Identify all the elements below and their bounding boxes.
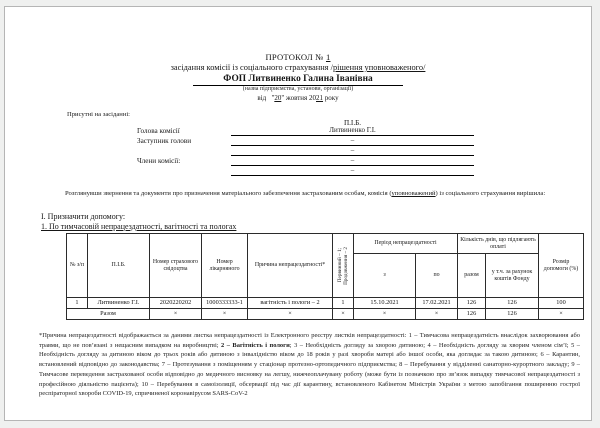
footnote-text: *Причина непрацездатності відображається за даними листка непрацездатності із Електронного реєстру листків непрацездатності: 1 – Тимчасова непрацездатність внаслідок захворювання або травми, що не пов’язані з нещасним випадком на виробництві; <box>39 332 580 349</box>
reason-footnote <box>39 331 580 399</box>
organization-name <box>5 74 591 86</box>
attendee-name-line: – <box>231 166 474 176</box>
col-group-period: Період непрацездатності <box>354 234 458 254</box>
resolution-text: Розглянувши звернення та документи про призначення матеріального забезпечення застрахованим особам, комісія ( <box>65 190 392 197</box>
protocol-date <box>5 94 591 102</box>
cell-period-from: 15.10.2021 <box>354 298 416 309</box>
total-cell: × <box>416 309 458 320</box>
total-cell: × <box>248 309 333 320</box>
benefits-table <box>66 233 584 320</box>
total-days-fund: 126 <box>486 309 539 320</box>
table-total-row <box>67 309 584 320</box>
attendee-role-label: Заступник голови <box>137 137 192 145</box>
cell-period-to: 17.02.2021 <box>416 298 458 309</box>
resolution-underlined: уповноважений <box>391 190 436 197</box>
col-header-days-fund: у т.ч. за рахунок коштів Фонду <box>486 254 539 298</box>
total-cell: × <box>539 309 584 320</box>
col-header-name: П.І.Б. <box>88 234 150 298</box>
cell-days-fund: 126 <box>486 298 539 309</box>
attendee-row-blank <box>137 146 577 156</box>
attendee-role-label: Голова комісії <box>137 127 180 135</box>
total-cell: × <box>202 309 248 320</box>
cell-primary: 1 <box>333 298 354 309</box>
date-year: 21 <box>316 94 324 102</box>
date-day: 20 <box>274 94 282 102</box>
protocol-title <box>5 52 591 62</box>
section-appoint-subtitle-text: 1. По тимчасовій непрацездатності, вагітності та пологах <box>41 222 237 231</box>
resolution-text: ) із соціального страхування вирішила: <box>435 190 546 197</box>
document-page <box>4 6 592 421</box>
cell-insurance-number: 2020220202 <box>150 298 202 309</box>
total-cell: × <box>354 309 416 320</box>
cell-reason: вагітність і пологи – 2 <box>248 298 333 309</box>
cell-benefit-size: 100 <box>539 298 584 309</box>
organization-caption: (назва підприємства, установи, організації) <box>242 86 354 92</box>
cell-num: 1 <box>67 298 88 309</box>
date-part: " жовтня 20 <box>281 94 317 102</box>
col-header-insurance-number: Номер страхового свідоцтва <box>150 234 202 298</box>
benefits-table-wrap <box>66 233 584 320</box>
table-row <box>67 298 584 309</box>
organization-name-text: ФОП Литвиненко Галина Іванівна <box>193 74 402 86</box>
attendee-name-line: – <box>231 156 474 166</box>
date-part: від " <box>257 94 275 102</box>
footnote-text: ; 3 – Необхідність догляду за хворою дитиною; 4 – Необхідність догляду за хворим членом сім’ї; 5 – Необхідність догляду за дитиною віком до трьох років або дитиною з інвалідністю віком до 18 років у разі хвороби матері або іншої особи, яка доглядає за такою дитиною; 6 – Карантин, встановлений відповідно до законодавства; 7 – Протезування з поміщенням у стаціонар протезно-ортопедичного підприємства; 8 – Перебування у відділенні санаторно-курортного закладу; 9 – Тимчасове переведення застрахованої особи відповідно до медичного висновку на легшу, нижчеоплачувану роботу (може бути із позначкою про зв’язок випадку тимчасової непрацездатності з професійною діяльністю пацієнта); 10 – Перебування в самоізоляції, обсервації під час дії карантину, встановленого Кабінетом Міністрів України з метою запобігання поширенню гострої респіраторної хвороби COVID-19, спричиненої коронавірусом SARS-CoV-2 <box>39 341 580 398</box>
total-cell: × <box>333 309 354 320</box>
protocol-title-text: ПРОТОКОЛ № <box>265 52 326 62</box>
section-appoint-subtitle <box>41 222 236 231</box>
protocol-number: 1 <box>325 52 331 62</box>
col-group-days: Кількість днів, що підлягають оплаті <box>458 234 539 254</box>
col-header-primary-continuation <box>333 234 354 298</box>
protocol-subtitle-plain: засідання комісії із соціального страхування / <box>170 63 333 72</box>
date-part: року <box>323 94 339 102</box>
total-label: Разом <box>67 309 150 320</box>
vertical-text-continuation: Продовження – 2 <box>343 246 349 285</box>
resolution-paragraph <box>65 189 581 198</box>
attendee-role-label: Члени комісії: <box>137 157 181 165</box>
col-header-benefit-size: Розмір допомоги (%) <box>539 234 584 298</box>
col-header-reason: Причина непрацездатності* <box>248 234 333 298</box>
col-header-sick-note-number: Номер лікарняного <box>202 234 248 298</box>
attendee-name-line: Литвиненко Г.І. <box>231 126 474 136</box>
present-label: Присутні на засіданні: <box>67 111 131 118</box>
attendee-name-line: – <box>231 136 474 146</box>
attendee-row-head <box>137 126 577 136</box>
attendee-row-blank <box>137 166 577 176</box>
cell-name: Литвиненко Г.І. <box>88 298 150 309</box>
pib-column-header: П.І.Б. <box>343 119 362 127</box>
col-header-period-to: по <box>416 254 458 298</box>
cell-days-total: 126 <box>458 298 486 309</box>
col-header-period-from: з <box>354 254 416 298</box>
attendee-row-members <box>137 156 577 166</box>
total-cell: × <box>150 309 202 320</box>
attendee-name-line: – <box>231 146 474 156</box>
footnote-bold-pregnancy: 2 – Вагітність і пологи <box>221 341 290 349</box>
vertical-text-wrap <box>333 235 353 297</box>
total-days: 126 <box>458 309 486 320</box>
col-header-days-total: разом <box>458 254 486 298</box>
col-header-num: № з/п <box>67 234 88 298</box>
section-appoint-title: І. Призначити допомогу: <box>41 212 126 221</box>
cell-sick-note-number: 1000333333-1 <box>202 298 248 309</box>
protocol-subtitle <box>5 63 591 72</box>
attendee-row-deputy <box>137 136 577 146</box>
protocol-subtitle-underlined: рішення уповноваженого/ <box>332 63 426 72</box>
vertical-text-primary: Первинний – 1; <box>337 248 343 283</box>
